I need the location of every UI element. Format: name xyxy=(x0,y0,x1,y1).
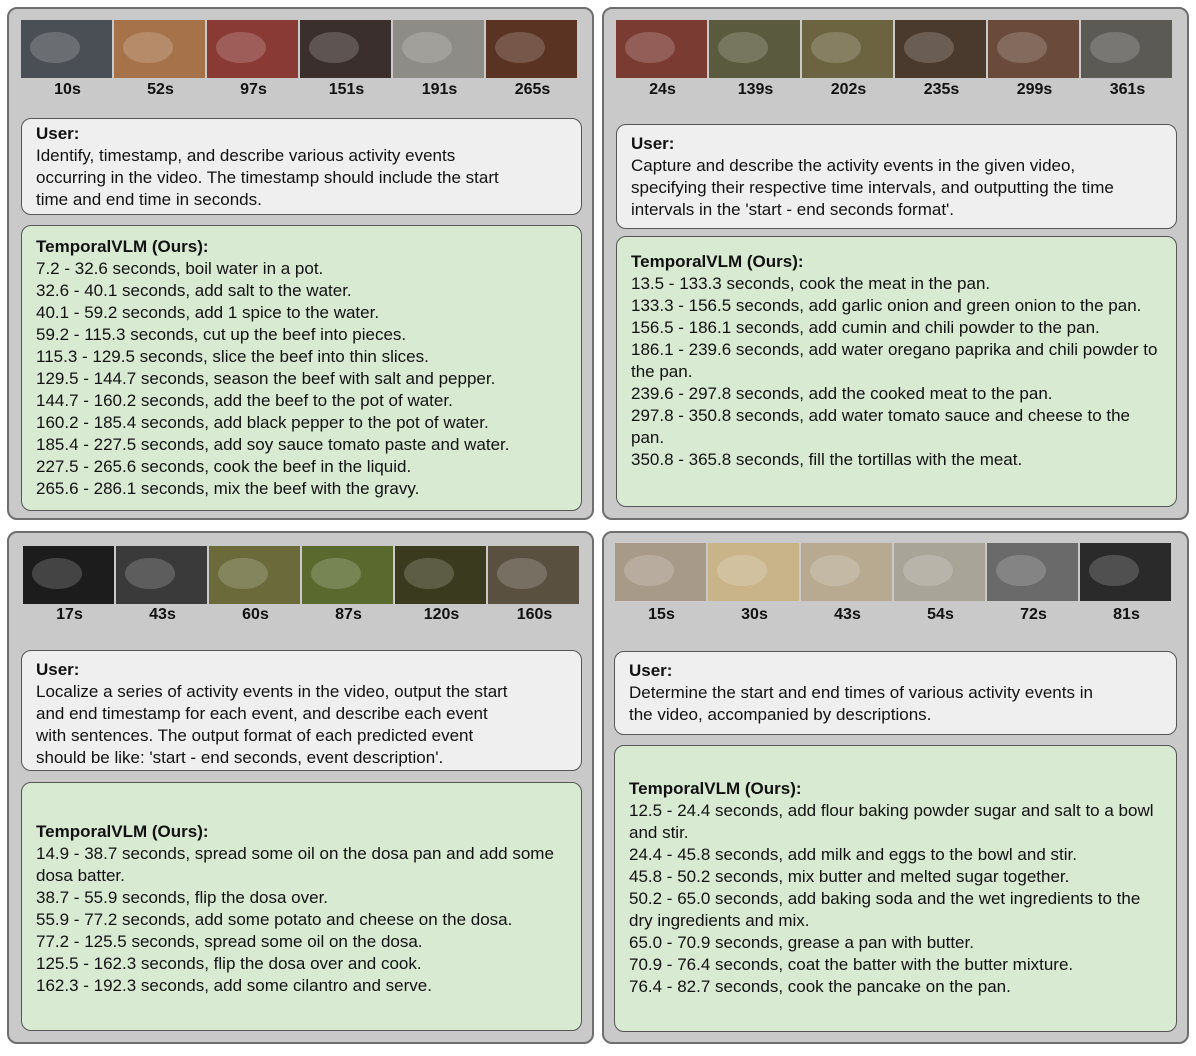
video-frame-strip xyxy=(615,543,1171,601)
timestamp-label: 265s xyxy=(514,81,551,98)
response-line: 239.6 - 297.8 seconds, add the cooked meat to the pan. xyxy=(631,384,1053,403)
timestamp-label: 54s xyxy=(927,606,954,623)
user-text-line: Capture and describe the activity events in the given video, xyxy=(631,156,1076,175)
user-text-line: occurring in the video. The timestamp should include the start xyxy=(36,168,499,187)
response-line: 38.7 - 55.9 seconds, flip the dosa over. xyxy=(36,888,329,907)
user-text-line: Identify, timestamp, and describe various activity events xyxy=(36,146,456,165)
panel-bottom-right xyxy=(602,531,1189,1044)
response-line: 133.3 - 156.5 seconds, add garlic onion and green onion to the pan. xyxy=(631,296,1142,315)
response-line: 40.1 - 59.2 seconds, add 1 spice to the water. xyxy=(36,303,380,322)
video-frame xyxy=(302,546,393,604)
user-prompt-box xyxy=(21,650,582,771)
video-frame xyxy=(486,20,577,78)
timestamp-label: 120s xyxy=(423,606,460,623)
response-line: 265.6 - 286.1 seconds, mix the beef with the gravy. xyxy=(36,479,420,498)
response-label: TemporalVLM (Ours): xyxy=(629,779,802,798)
video-frame xyxy=(209,546,300,604)
response-line: 32.6 - 40.1 seconds, add salt to the water. xyxy=(36,281,352,300)
response-line: 162.3 - 192.3 seconds, add some cilantro and serve. xyxy=(36,976,432,995)
user-text-line: intervals in the 'start - end seconds format'. xyxy=(631,200,955,219)
response-line: 297.8 - 350.8 seconds, add water tomato sauce and cheese to the pan. xyxy=(631,406,1131,447)
video-frame xyxy=(116,546,207,604)
video-frame xyxy=(395,546,486,604)
video-frame xyxy=(801,543,892,601)
video-frame xyxy=(709,20,800,78)
user-prompt-box xyxy=(616,124,1177,229)
panel-bottom-left xyxy=(7,531,594,1044)
user-text-line: and end timestamp for each event, and describe each event xyxy=(36,704,488,723)
user-text-line: with sentences. The output format of each predicted event xyxy=(36,726,474,745)
response-line: 12.5 - 24.4 seconds, add flour baking powder sugar and salt to a bowl and stir. xyxy=(629,801,1154,842)
timestamp-row xyxy=(616,81,1174,99)
response-label: TemporalVLM (Ours): xyxy=(631,252,804,271)
video-frame xyxy=(895,20,986,78)
timestamp-label: 43s xyxy=(834,606,861,623)
response-line: 50.2 - 65.0 seconds, add baking soda and the wet ingredients to the dry ingredients and mix. xyxy=(629,889,1141,930)
video-frame xyxy=(21,20,112,78)
response-line: 144.7 - 160.2 seconds, add the beef to the pot of water. xyxy=(36,391,453,410)
response-line: 65.0 - 70.9 seconds, grease a pan with butter. xyxy=(629,933,974,952)
user-text-line: the video, accompanied by descriptions. xyxy=(629,705,932,724)
response-line: 115.3 - 129.5 seconds, slice the beef into thin slices. xyxy=(36,347,429,366)
user-label: User: xyxy=(629,661,673,680)
timestamp-label: 72s xyxy=(1020,606,1047,623)
timestamp-label: 97s xyxy=(240,81,267,98)
model-response-box xyxy=(21,782,582,1031)
response-line: 59.2 - 115.3 seconds, cut up the beef into pieces. xyxy=(36,325,407,344)
video-frame xyxy=(1081,20,1172,78)
video-frame-strip xyxy=(23,546,579,604)
response-line: 125.5 - 162.3 seconds, flip the dosa over and cook. xyxy=(36,954,422,973)
response-line: 13.5 - 133.3 seconds, cook the meat in the pan. xyxy=(631,274,991,293)
model-response-box xyxy=(21,225,582,511)
timestamp-label: 10s xyxy=(54,81,81,98)
response-line: 77.2 - 125.5 seconds, spread some oil on the dosa. xyxy=(36,932,423,951)
video-frame xyxy=(23,546,114,604)
timestamp-label: 87s xyxy=(335,606,362,623)
user-text-line: specifying their respective time intervals, and outputting the time xyxy=(631,178,1114,197)
video-frame xyxy=(114,20,205,78)
timestamp-label: 151s xyxy=(328,81,365,98)
panel-top-left xyxy=(7,7,594,520)
video-frame xyxy=(802,20,893,78)
video-frame xyxy=(616,20,707,78)
timestamp-label: 202s xyxy=(830,81,867,98)
response-line: 55.9 - 77.2 seconds, add some potato and cheese on the dosa. xyxy=(36,910,513,929)
response-line: 14.9 - 38.7 seconds, spread some oil on the dosa pan and add some dosa batter. xyxy=(36,844,554,885)
video-frame xyxy=(393,20,484,78)
user-text-line: time and end time in seconds. xyxy=(36,190,262,209)
user-text-line: Localize a series of activity events in the video, output the start xyxy=(36,682,508,701)
timestamp-label: 43s xyxy=(149,606,176,623)
video-frame xyxy=(300,20,391,78)
response-line: 185.4 - 227.5 seconds, add soy sauce tomato paste and water. xyxy=(36,435,510,454)
video-frame xyxy=(894,543,985,601)
timestamp-label: 81s xyxy=(1113,606,1140,623)
timestamp-label: 299s xyxy=(1016,81,1053,98)
response-line: 227.5 - 265.6 seconds, cook the beef in the liquid. xyxy=(36,457,412,476)
video-frame xyxy=(207,20,298,78)
user-label: User: xyxy=(36,124,80,143)
timestamp-label: 160s xyxy=(516,606,553,623)
timestamp-label: 191s xyxy=(421,81,458,98)
response-line: 160.2 - 185.4 seconds, add black pepper to the pot of water. xyxy=(36,413,489,432)
response-line: 186.1 - 239.6 seconds, add water oregano paprika and chili powder to the pan. xyxy=(631,340,1158,381)
response-label: TemporalVLM (Ours): xyxy=(36,822,209,841)
video-frame xyxy=(988,20,1079,78)
user-label: User: xyxy=(631,134,675,153)
user-label: User: xyxy=(36,660,80,679)
timestamp-label: 60s xyxy=(242,606,269,623)
user-prompt-box xyxy=(614,651,1177,735)
timestamp-label: 52s xyxy=(147,81,174,98)
timestamp-label: 139s xyxy=(737,81,774,98)
timestamp-label: 235s xyxy=(923,81,960,98)
timestamp-label: 17s xyxy=(56,606,83,623)
response-line: 24.4 - 45.8 seconds, add milk and eggs to the bowl and stir. xyxy=(629,845,1077,864)
response-line: 129.5 - 144.7 seconds, season the beef with salt and pepper. xyxy=(36,369,496,388)
timestamp-row xyxy=(615,606,1173,624)
timestamp-label: 15s xyxy=(648,606,675,623)
response-line: 350.8 - 365.8 seconds, fill the tortillas with the meat. xyxy=(631,450,1023,469)
model-response-box xyxy=(616,236,1177,507)
timestamp-row xyxy=(23,606,581,624)
panel-top-right xyxy=(602,7,1189,520)
video-frame-strip xyxy=(616,20,1172,78)
response-line: 45.8 - 50.2 seconds, mix butter and melted sugar together. xyxy=(629,867,1070,886)
response-line: 70.9 - 76.4 seconds, coat the batter with the butter mixture. xyxy=(629,955,1074,974)
response-line: 7.2 - 32.6 seconds, boil water in a pot. xyxy=(36,259,324,278)
user-text-line: Determine the start and end times of various activity events in xyxy=(629,683,1093,702)
video-frame-strip xyxy=(21,20,577,78)
user-prompt-box xyxy=(21,118,582,215)
video-frame xyxy=(987,543,1078,601)
video-frame xyxy=(615,543,706,601)
video-frame xyxy=(488,546,579,604)
timestamp-row xyxy=(21,81,579,99)
timestamp-label: 361s xyxy=(1109,81,1146,98)
user-text-line: should be like: 'start - end seconds, event description'. xyxy=(36,748,444,767)
timestamp-label: 30s xyxy=(741,606,768,623)
model-response-box xyxy=(614,745,1177,1032)
response-label: TemporalVLM (Ours): xyxy=(36,237,209,256)
video-frame xyxy=(1080,543,1171,601)
timestamp-label: 24s xyxy=(649,81,676,98)
response-line: 76.4 - 82.7 seconds, cook the pancake on the pan. xyxy=(629,977,1011,996)
video-frame xyxy=(708,543,799,601)
response-line: 156.5 - 186.1 seconds, add cumin and chili powder to the pan. xyxy=(631,318,1100,337)
